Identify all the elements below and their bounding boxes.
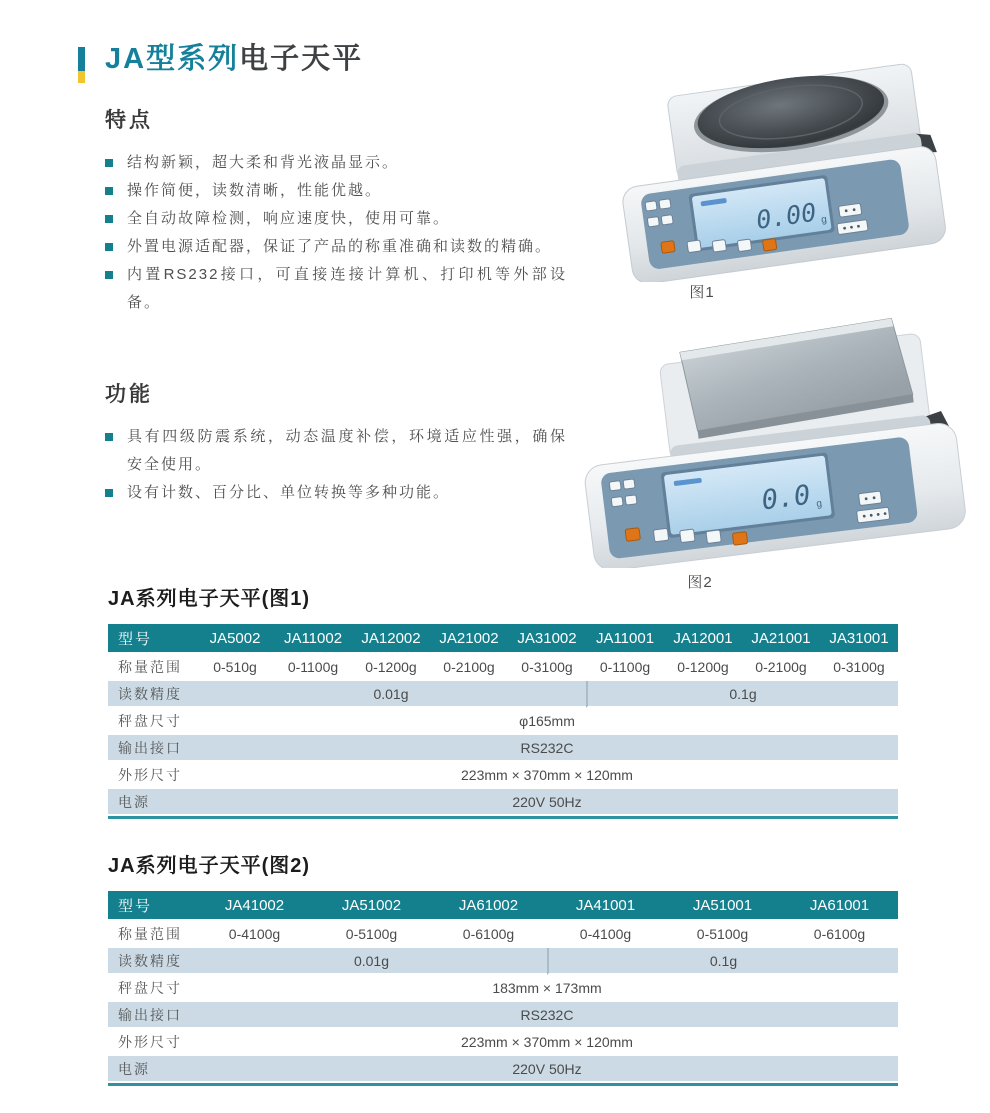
spec-section-figure1 bbox=[108, 582, 898, 819]
balance2-lcd-digits: 0.0 bbox=[759, 479, 813, 517]
feature-item-text: 全自动故障检测，响应速度快，使用可靠。 bbox=[127, 210, 451, 227]
feature-item bbox=[105, 149, 567, 177]
model-header: JA61001 bbox=[781, 891, 898, 921]
table-row bbox=[108, 762, 898, 789]
row-label: 输出接口 bbox=[108, 735, 196, 762]
bullet-square-icon bbox=[105, 271, 113, 279]
table-header-row bbox=[108, 891, 898, 921]
bullet-square-icon bbox=[105, 187, 113, 195]
model-header: JA61002 bbox=[430, 891, 547, 921]
accent-bar-teal bbox=[78, 47, 85, 71]
features-heading: 特点 bbox=[105, 109, 153, 132]
figure1-caption: 图1 bbox=[689, 284, 715, 301]
table-cell: RS232C bbox=[196, 1002, 898, 1029]
table-cell: 0-3100g bbox=[508, 654, 586, 681]
table-row bbox=[108, 681, 898, 708]
table-cell: 0.1g bbox=[586, 681, 898, 708]
model-header: JA5002 bbox=[196, 624, 274, 654]
features-section bbox=[105, 104, 567, 317]
row-label: 秤盘尺寸 bbox=[108, 708, 196, 735]
spec-section-figure2 bbox=[108, 849, 898, 1086]
table-cell: 0-6100g bbox=[430, 921, 547, 948]
feature-item bbox=[105, 261, 567, 317]
page-title bbox=[105, 42, 363, 76]
table-row bbox=[108, 735, 898, 762]
page-title-rest: 电子天平 bbox=[239, 43, 364, 75]
table-row bbox=[108, 948, 898, 975]
table-cell: RS232C bbox=[196, 735, 898, 762]
table-cell: 223mm × 370mm × 120mm bbox=[196, 1029, 898, 1056]
table-cell: 0-1100g bbox=[274, 654, 352, 681]
table-row bbox=[108, 708, 898, 735]
features-list bbox=[105, 149, 567, 317]
table-row bbox=[108, 1056, 898, 1083]
figure2-caption: 图2 bbox=[687, 574, 713, 591]
model-header: JA31001 bbox=[820, 624, 898, 654]
accent-bar-yellow bbox=[78, 71, 85, 83]
table-cell: 0.01g bbox=[196, 681, 586, 708]
row-label: 读数精度 bbox=[108, 948, 196, 975]
field-header: 型号 bbox=[108, 624, 196, 654]
table-row bbox=[108, 921, 898, 948]
table-cell: 0-2100g bbox=[430, 654, 508, 681]
bullet-square-icon bbox=[105, 159, 113, 167]
table-cell: 0.01g bbox=[196, 948, 547, 975]
feature-item-text: 内置RS232接口，可直接连接计算机、打印机等外部设备。 bbox=[127, 266, 567, 311]
function-item-text: 具有四级防震系统，动态温度补偿，环境适应性强，确保安全使用。 bbox=[127, 428, 567, 473]
model-header: JA41002 bbox=[196, 891, 313, 921]
spec-table-1-title: JA系列电子天平(图1) bbox=[108, 588, 311, 610]
balance-figure-1 bbox=[586, 56, 976, 287]
spec-table-2 bbox=[108, 891, 898, 1086]
table-row bbox=[108, 975, 898, 1002]
row-label: 输出接口 bbox=[108, 1002, 196, 1029]
function-item-text: 设有计数、百分比、单位转换等多种功能。 bbox=[127, 484, 451, 501]
table-cell: 0-510g bbox=[196, 654, 274, 681]
title-accent-bar-icon bbox=[78, 47, 85, 83]
feature-item bbox=[105, 205, 567, 233]
table-cell: 223mm × 370mm × 120mm bbox=[196, 762, 898, 789]
balance-2-image bbox=[554, 316, 988, 568]
table-cell: 0-1200g bbox=[352, 654, 430, 681]
table-cell: 220V 50Hz bbox=[196, 789, 898, 816]
row-label: 秤盘尺寸 bbox=[108, 975, 196, 1002]
feature-item-text: 操作简便，读数清晰，性能优越。 bbox=[127, 182, 383, 199]
function-item bbox=[105, 423, 567, 479]
model-header: JA51001 bbox=[664, 891, 781, 921]
functions-heading: 功能 bbox=[105, 383, 153, 406]
balance1-lcd-unit: g bbox=[820, 214, 828, 226]
model-header: JA11002 bbox=[274, 624, 352, 654]
table-row bbox=[108, 1002, 898, 1029]
spec-table-2-title: JA系列电子天平(图2) bbox=[108, 855, 311, 877]
table-cell: 0-1100g bbox=[586, 654, 664, 681]
functions-section bbox=[105, 378, 567, 507]
row-label: 外形尺寸 bbox=[108, 1029, 196, 1056]
table-cell: 0-5100g bbox=[664, 921, 781, 948]
feature-item-text: 外置电源适配器，保证了产品的称重准确和读数的精确。 bbox=[127, 238, 553, 255]
table-cell: 0-4100g bbox=[196, 921, 313, 948]
model-header: JA41001 bbox=[547, 891, 664, 921]
bullet-square-icon bbox=[105, 243, 113, 251]
feature-item-text: 结构新颖，超大柔和背光液晶显示。 bbox=[127, 154, 400, 171]
balance2-lcd-unit: g bbox=[815, 498, 823, 510]
row-label: 读数精度 bbox=[108, 681, 196, 708]
row-label: 称量范围 bbox=[108, 921, 196, 948]
row-label: 外形尺寸 bbox=[108, 762, 196, 789]
row-label: 电源 bbox=[108, 789, 196, 816]
feature-item bbox=[105, 233, 567, 261]
page-header bbox=[78, 42, 363, 83]
feature-item bbox=[105, 177, 567, 205]
model-header: JA21001 bbox=[742, 624, 820, 654]
table-cell: 0-3100g bbox=[820, 654, 898, 681]
field-header: 型号 bbox=[108, 891, 196, 921]
bullet-square-icon bbox=[105, 489, 113, 497]
balance-figure-2 bbox=[554, 316, 988, 573]
model-header: JA12001 bbox=[664, 624, 742, 654]
table-cell: φ165mm bbox=[196, 708, 898, 735]
table-row bbox=[108, 1029, 898, 1056]
function-item bbox=[105, 479, 567, 507]
table-cell: 0-2100g bbox=[742, 654, 820, 681]
table-cell: 220V 50Hz bbox=[196, 1056, 898, 1083]
model-header: JA31002 bbox=[508, 624, 586, 654]
table-cell: 183mm × 173mm bbox=[196, 975, 898, 1002]
spec-table-1 bbox=[108, 624, 898, 819]
row-label: 称量范围 bbox=[108, 654, 196, 681]
functions-list bbox=[105, 423, 567, 507]
bullet-square-icon bbox=[105, 215, 113, 223]
table-row bbox=[108, 789, 898, 816]
table-cell: 0-1200g bbox=[664, 654, 742, 681]
table-row bbox=[108, 654, 898, 681]
model-header: JA11001 bbox=[586, 624, 664, 654]
balance1-lcd-digits: 0.00 bbox=[754, 197, 819, 235]
bullet-square-icon bbox=[105, 433, 113, 441]
model-header: JA51002 bbox=[313, 891, 430, 921]
table-cell: 0.1g bbox=[547, 948, 898, 975]
page-title-accent: JA型系列 bbox=[105, 43, 240, 75]
row-label: 电源 bbox=[108, 1056, 196, 1083]
balance-1-image bbox=[586, 56, 976, 282]
model-header: JA12002 bbox=[352, 624, 430, 654]
table-cell: 0-5100g bbox=[313, 921, 430, 948]
table-cell: 0-4100g bbox=[547, 921, 664, 948]
table-header-row bbox=[108, 624, 898, 654]
table-cell: 0-6100g bbox=[781, 921, 898, 948]
model-header: JA21002 bbox=[430, 624, 508, 654]
